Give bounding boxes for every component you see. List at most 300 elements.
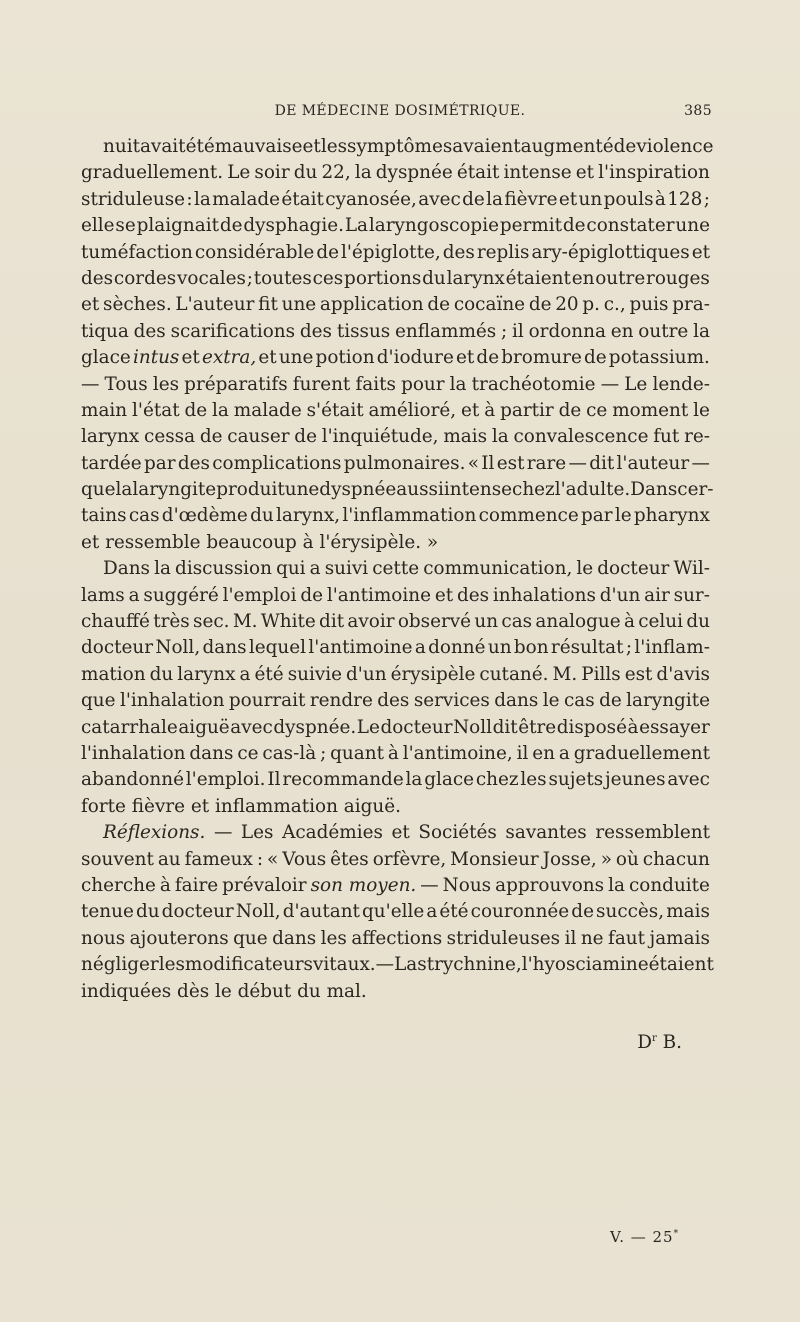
text-line [81, 635, 710, 661]
word: observé [397, 611, 472, 633]
word: Vous [282, 848, 327, 870]
word: partir [500, 399, 554, 421]
word: Pills [581, 663, 621, 685]
word: : [256, 848, 264, 870]
word: de [219, 215, 243, 237]
text-line [81, 160, 710, 186]
word: trachéotomie [471, 373, 596, 395]
word: extra, [201, 347, 257, 369]
word: d'autant [282, 901, 360, 923]
word: était [281, 188, 324, 210]
word: chacun [642, 848, 710, 870]
word: White [260, 611, 316, 633]
word: à [623, 611, 635, 633]
word: l'inhalation [81, 742, 186, 764]
word: une [675, 215, 710, 237]
word: en [532, 742, 556, 764]
word: causer [227, 426, 290, 448]
word: Académies [282, 822, 383, 844]
word: d'un [346, 663, 387, 685]
word: — [81, 373, 100, 395]
text-line [81, 899, 710, 925]
text-line [81, 477, 714, 503]
word: des [81, 267, 114, 289]
word: — [420, 874, 439, 896]
text-line [81, 926, 710, 952]
word: ; [703, 188, 710, 210]
word: de [583, 347, 607, 369]
word: plaignait [136, 215, 219, 237]
word: forte fièvre et inflammation aiguë. [81, 795, 401, 817]
word: suggéré [143, 584, 219, 606]
word: d'iodure [376, 347, 454, 369]
word: des [133, 320, 166, 342]
word: ; [625, 637, 633, 659]
word: suivi [324, 558, 369, 580]
word: strychnine, [417, 954, 522, 976]
word: docteur [597, 558, 670, 580]
word: mais [666, 901, 710, 923]
word: 128 [667, 188, 703, 210]
word: du [149, 663, 174, 685]
word: été [185, 136, 215, 157]
word: des [442, 241, 475, 263]
text-line [81, 820, 710, 846]
word: cordes [113, 267, 177, 289]
word: pra- [672, 294, 710, 316]
word: des [456, 584, 490, 606]
word: et [461, 399, 480, 421]
word: du [686, 611, 710, 633]
word: mation [81, 663, 146, 685]
word: qui [276, 558, 306, 580]
word: mais [443, 426, 488, 448]
word: l'inflam- [634, 637, 710, 659]
word: négliger [81, 954, 159, 976]
word: intense [443, 479, 513, 501]
word: discussion [175, 558, 272, 580]
word: de [294, 426, 317, 448]
word: — [691, 452, 710, 474]
word: Monsieur [450, 848, 539, 870]
word: « [267, 848, 279, 870]
word: quant [330, 742, 384, 764]
word: tardée [81, 452, 142, 474]
word: Le [227, 162, 251, 184]
word: air [644, 584, 670, 606]
word: les [152, 373, 180, 395]
word: à [159, 874, 171, 896]
word: l'antimoine [308, 637, 413, 659]
word: glace [424, 769, 475, 791]
word: étaient [648, 954, 714, 976]
word: l'antimoine, [402, 742, 513, 764]
word: L'auteur [175, 294, 255, 316]
text-line [81, 372, 710, 398]
text-line [81, 741, 710, 767]
word: malade [233, 399, 302, 421]
word: que [81, 690, 116, 712]
word: que [81, 479, 116, 501]
word: cessa [144, 426, 196, 448]
word: souvent [81, 848, 154, 870]
word: et ressemble beaucoup à l'érysipèle. » [81, 531, 439, 553]
word: vitaux. [312, 954, 376, 976]
word: était [456, 162, 500, 184]
word: p. [582, 294, 600, 316]
word: de [184, 399, 208, 421]
word: du [293, 162, 318, 184]
word: La [394, 954, 418, 976]
word: êtes [330, 848, 369, 870]
word: Noll, [235, 901, 281, 923]
word: larynx [177, 663, 236, 685]
word: tenue [81, 901, 134, 923]
word: commence [478, 505, 579, 527]
word: ces [312, 267, 344, 289]
word: pharynx [633, 505, 710, 527]
word: avec [230, 716, 273, 738]
text-line [81, 873, 710, 899]
word: indiquées dès le début du mal. [81, 980, 367, 1002]
page-number: 385 [684, 103, 712, 119]
word: furent [292, 373, 351, 395]
word: le [614, 505, 632, 527]
word: de [462, 188, 485, 210]
text-line [81, 767, 710, 793]
word: et [181, 347, 200, 369]
text-line [81, 688, 710, 714]
word: les [320, 136, 348, 157]
text-line [81, 266, 710, 292]
text-line [81, 952, 714, 978]
word: et [575, 162, 595, 184]
word: pour [401, 373, 445, 395]
word: il [564, 927, 577, 949]
word: chez [512, 479, 555, 501]
word: dyspnée [319, 479, 397, 501]
word: se [115, 215, 136, 237]
word: Le [356, 716, 380, 738]
word: lams [81, 584, 125, 606]
word: les [520, 769, 547, 791]
word: il [516, 742, 529, 764]
word: a [426, 901, 438, 923]
running-title: DE MÉDECINE DOSIMÉTRIQUE. [274, 103, 526, 119]
word: la [154, 558, 171, 580]
word: orfèvre, [372, 848, 447, 870]
word: striduleuse [81, 188, 186, 210]
word: aussi [396, 479, 444, 501]
word: d'avis [656, 663, 710, 685]
text-line [81, 715, 710, 741]
word: de [476, 347, 500, 369]
word: nous [81, 927, 126, 949]
word: et [691, 241, 710, 263]
word: larynx, [275, 505, 341, 527]
word: considérable [194, 241, 315, 263]
word: ce [237, 742, 259, 764]
word: et [434, 584, 454, 606]
word: avoir [347, 611, 395, 633]
word: d'œdème [161, 505, 248, 527]
word: graduellement. [81, 162, 224, 184]
word: de [571, 901, 594, 923]
author-signature [637, 1032, 682, 1053]
word: ce [586, 399, 608, 421]
word: Noll [453, 716, 493, 738]
word: l'adulte. [554, 479, 631, 501]
word: été [254, 663, 284, 685]
word: la [486, 188, 503, 210]
word: été [439, 901, 469, 923]
word: outre [595, 267, 646, 289]
word: de [562, 215, 586, 237]
word: tains [81, 505, 127, 527]
word: permit [499, 215, 563, 237]
word: les [158, 954, 185, 976]
word: ne [580, 927, 604, 949]
word: par [143, 452, 176, 474]
word: intense [503, 162, 572, 184]
word: laryngite [626, 690, 710, 712]
word: de [427, 294, 451, 316]
word: succès, [596, 901, 665, 923]
word: en [610, 320, 634, 342]
text-line [81, 662, 710, 688]
word: la [693, 320, 710, 342]
word: symptômes [347, 136, 453, 157]
word: ary-épiglottiques [531, 241, 690, 263]
word: striduleuses [446, 927, 561, 949]
word: qu'elle [362, 901, 425, 923]
text-line [81, 979, 710, 1005]
word: faits [355, 373, 396, 395]
word: son moyen. [310, 874, 417, 896]
text-line [81, 424, 710, 450]
word: dyspnée [375, 162, 453, 184]
word: dysphagie. [243, 215, 344, 237]
word: Dans [103, 558, 150, 580]
word: convalescence [513, 426, 649, 448]
word: jeunes [604, 769, 666, 791]
signature-prefix: D [637, 1032, 652, 1053]
word: rare [526, 452, 567, 474]
word: cherche [81, 874, 156, 896]
word: s'était [306, 399, 364, 421]
running-head [88, 103, 712, 125]
word: l'antimoine [326, 584, 431, 606]
word: l'inhalation [119, 690, 225, 712]
text-line [81, 345, 710, 371]
word: que [233, 927, 268, 949]
word: fameux [184, 848, 253, 870]
text-line [81, 187, 710, 213]
word: M. [552, 663, 578, 685]
word: cocaïne [453, 294, 526, 316]
text-line [81, 847, 710, 873]
text-line [81, 292, 710, 318]
word: affections [351, 927, 443, 949]
word: ajouterons [129, 927, 229, 949]
word: le [576, 558, 594, 580]
word: catarrhale [81, 716, 178, 738]
paragraph [81, 820, 714, 1005]
sheet-signature-mark: * [673, 1229, 680, 1239]
word: enflammés [395, 320, 497, 342]
word: soir [254, 162, 290, 184]
word: augmenté [520, 136, 614, 157]
word: la [354, 162, 372, 184]
word: des [377, 690, 410, 712]
word: a [128, 584, 140, 606]
word: ; [246, 267, 253, 289]
word: laryngoscopie [368, 215, 499, 237]
word: moment [612, 399, 689, 421]
word: Wil- [673, 558, 710, 580]
word: Il [481, 452, 495, 474]
word: fièvre [504, 188, 558, 210]
word: rendre [309, 690, 373, 712]
word: la [212, 399, 229, 421]
word: Josse, [542, 848, 597, 870]
word: Nous [442, 874, 492, 896]
word: « [467, 452, 479, 474]
word: disposé [556, 716, 627, 738]
word: mauvaise [214, 136, 303, 157]
word: l'emploi [222, 584, 297, 606]
word: a [239, 663, 251, 685]
word: un [578, 188, 603, 210]
word: sec. [193, 611, 230, 633]
word: à [387, 742, 399, 764]
word: la [405, 769, 423, 791]
word: — [600, 373, 620, 395]
word: conduite [628, 874, 710, 896]
word: de [599, 690, 622, 712]
word: analogue [535, 611, 621, 633]
word: couronnée [470, 901, 570, 923]
word: ; [501, 320, 508, 342]
word: où [615, 848, 639, 870]
word: docteur [380, 716, 453, 738]
text-line [81, 451, 710, 477]
word: avait [139, 136, 186, 157]
word: des [177, 452, 210, 474]
word: cas-là [262, 742, 317, 764]
word: il [512, 320, 524, 342]
word: elle [81, 215, 115, 237]
word: les [320, 927, 347, 949]
word: Le [624, 373, 648, 395]
word: a [414, 637, 426, 659]
word: la [115, 479, 133, 501]
word: des [299, 320, 333, 342]
word: potion [315, 347, 375, 369]
word: l'auteur [616, 452, 690, 474]
text-line [81, 794, 710, 820]
word: application [319, 294, 424, 316]
word: à [484, 399, 496, 421]
word: pouls [603, 188, 654, 210]
word: la [449, 373, 467, 395]
word: et [81, 294, 100, 316]
word: abandonné [81, 769, 184, 791]
word: glace [81, 347, 131, 369]
word: aiguë [178, 716, 230, 738]
word: portions [344, 267, 422, 289]
word: ordonna [528, 320, 606, 342]
word: Réflexions. [103, 822, 206, 844]
word: faut [608, 927, 646, 949]
word: laryngite [132, 479, 217, 501]
word: main [81, 399, 128, 421]
text-line [81, 319, 710, 345]
word: cas [501, 611, 533, 633]
word: » [600, 848, 612, 870]
word: l'inspiration [598, 162, 710, 184]
word: une [278, 347, 314, 369]
word: et [302, 136, 321, 157]
word: tissus [336, 320, 391, 342]
word: avaient [452, 136, 521, 157]
word: ressemblent [595, 822, 710, 844]
word: et [258, 347, 277, 369]
word: Tous [104, 373, 148, 395]
word: l'inquiétude, [321, 426, 439, 448]
word: ; [320, 742, 327, 764]
word: érysipèle [390, 663, 476, 685]
word: du [250, 505, 274, 527]
word: donné [428, 637, 486, 659]
word: outre [638, 320, 689, 342]
word: toutes [253, 267, 312, 289]
word: avec [418, 188, 461, 210]
word: cas [128, 505, 160, 527]
word: graduellement [573, 742, 710, 764]
sheet-signature [610, 1228, 679, 1246]
word: l'inflammation [342, 505, 477, 527]
word: chauffé [81, 611, 150, 633]
word: dit [492, 716, 518, 738]
word: cutané. [479, 663, 549, 685]
word: un [487, 637, 512, 659]
word: de [528, 294, 552, 316]
word: une [281, 294, 317, 316]
word: dans [202, 637, 247, 659]
word: dyspnée. [273, 716, 357, 738]
word: d'un [599, 584, 641, 606]
word: et [391, 822, 410, 844]
word: dans [189, 742, 234, 764]
word: vocales [177, 267, 246, 289]
word: essayer [639, 716, 710, 738]
word: constater [586, 215, 675, 237]
word: et [558, 188, 578, 210]
word: celui [638, 611, 684, 633]
word: du [135, 901, 160, 923]
word: faire [174, 874, 219, 896]
word: de [613, 136, 637, 157]
word: communication, [423, 558, 573, 580]
word: à [627, 716, 639, 738]
paragraph [81, 556, 710, 820]
word: bromure [501, 347, 582, 369]
word: modificateurs [184, 954, 313, 976]
word: le [693, 399, 710, 421]
word: Dans [630, 479, 678, 501]
word: sur- [673, 584, 710, 606]
